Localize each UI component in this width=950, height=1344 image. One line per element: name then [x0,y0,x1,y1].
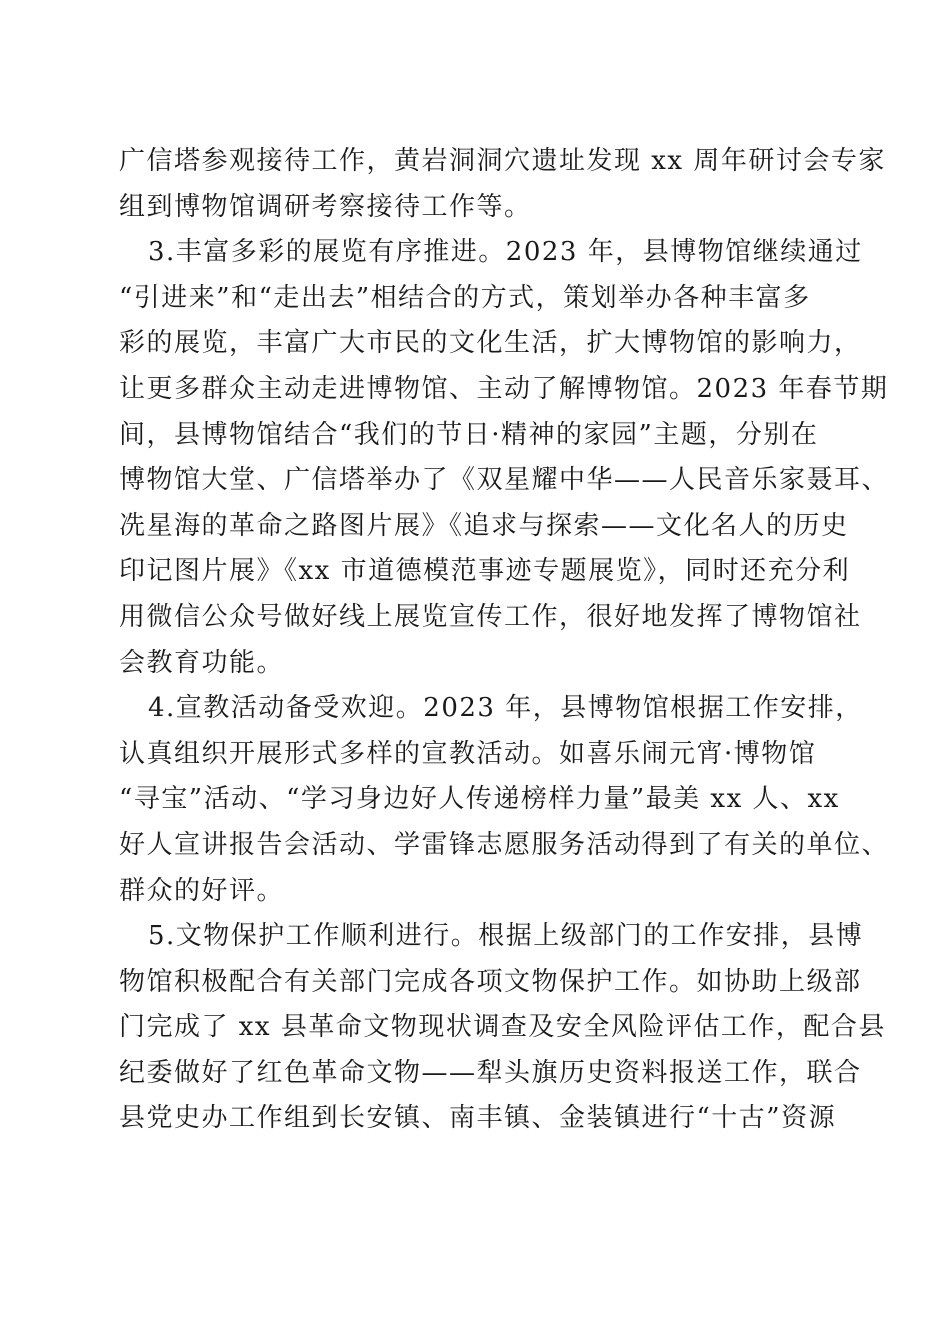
text-line: “寻宝”活动、“学习身边好人传递榜样力量”最美 xx 人、xx [119,784,840,815]
text-line: 好人宣讲报告会活动、学雷锋志愿服务活动得到了有关的单位、 [119,829,890,860]
body-text [119,139,890,1142]
section-3-heading-line: 3.丰富多彩的展览有序推进。2023 年，县博物馆继续通过 [148,237,863,268]
section-5-heading-line: 5.文物保护工作顺利进行。根据上级部门的工作安排，县博 [148,921,864,952]
text-line: 会教育功能。 [119,647,285,678]
text-line: 让更多群众主动走进博物馆、主动了解博物馆。2023 年春节期 [119,373,889,404]
text-line: 组到博物馆调研考察接待工作等。 [119,191,532,222]
text-line: 广信塔参观接待工作，黄岩洞洞穴遗址发现 xx 周年研讨会专家 [119,146,886,176]
text-line: 认真组织开展形式多样的宣教活动。如喜乐闹元宵·博物馆 [119,738,817,769]
text-line: 冼星海的革命之路图片展》《追求与探索——文化名人的历史 [119,510,849,541]
text-line: 纪委做好了红色革命文物——犁头旗历史资料报送工作，联合 [119,1057,862,1088]
text-line: 彩的展览，丰富广大市民的文化生活，扩大博物馆的影响力， [119,328,862,359]
text-line: 用微信公众号做好线上展览宣传工作，很好地发挥了博物馆社 [119,601,862,632]
text-line: 印记图片展》《xx 市道德模范事迹专题展览》，同时还充分利 [119,556,851,587]
text-line: 物馆积极配合有关部门完成各项文物保护工作。如协助上级部 [119,966,862,997]
text-line: 县党史办工作组到长安镇、南丰镇、金装镇进行“十古”资源 [119,1103,837,1134]
text-line: 间，县博物馆结合“我们的节日·精神的家园”主题，分别在 [119,419,819,450]
text-line: “引进来”和“走出去”相结合的方式，策划举办各种丰富多 [119,282,811,313]
section-4-heading-line: 4.宣教活动备受欢迎。2023 年，县博物馆根据工作安排， [148,693,863,724]
text-line: 群众的好评。 [119,875,285,906]
text-line: 博物馆大堂、广信塔举办了《双星耀中华——人民音乐家聂耳、 [119,465,890,496]
text-line: 门完成了 xx 县革命文物现状调查及安全风险评估工作，配合县 [119,1012,886,1043]
